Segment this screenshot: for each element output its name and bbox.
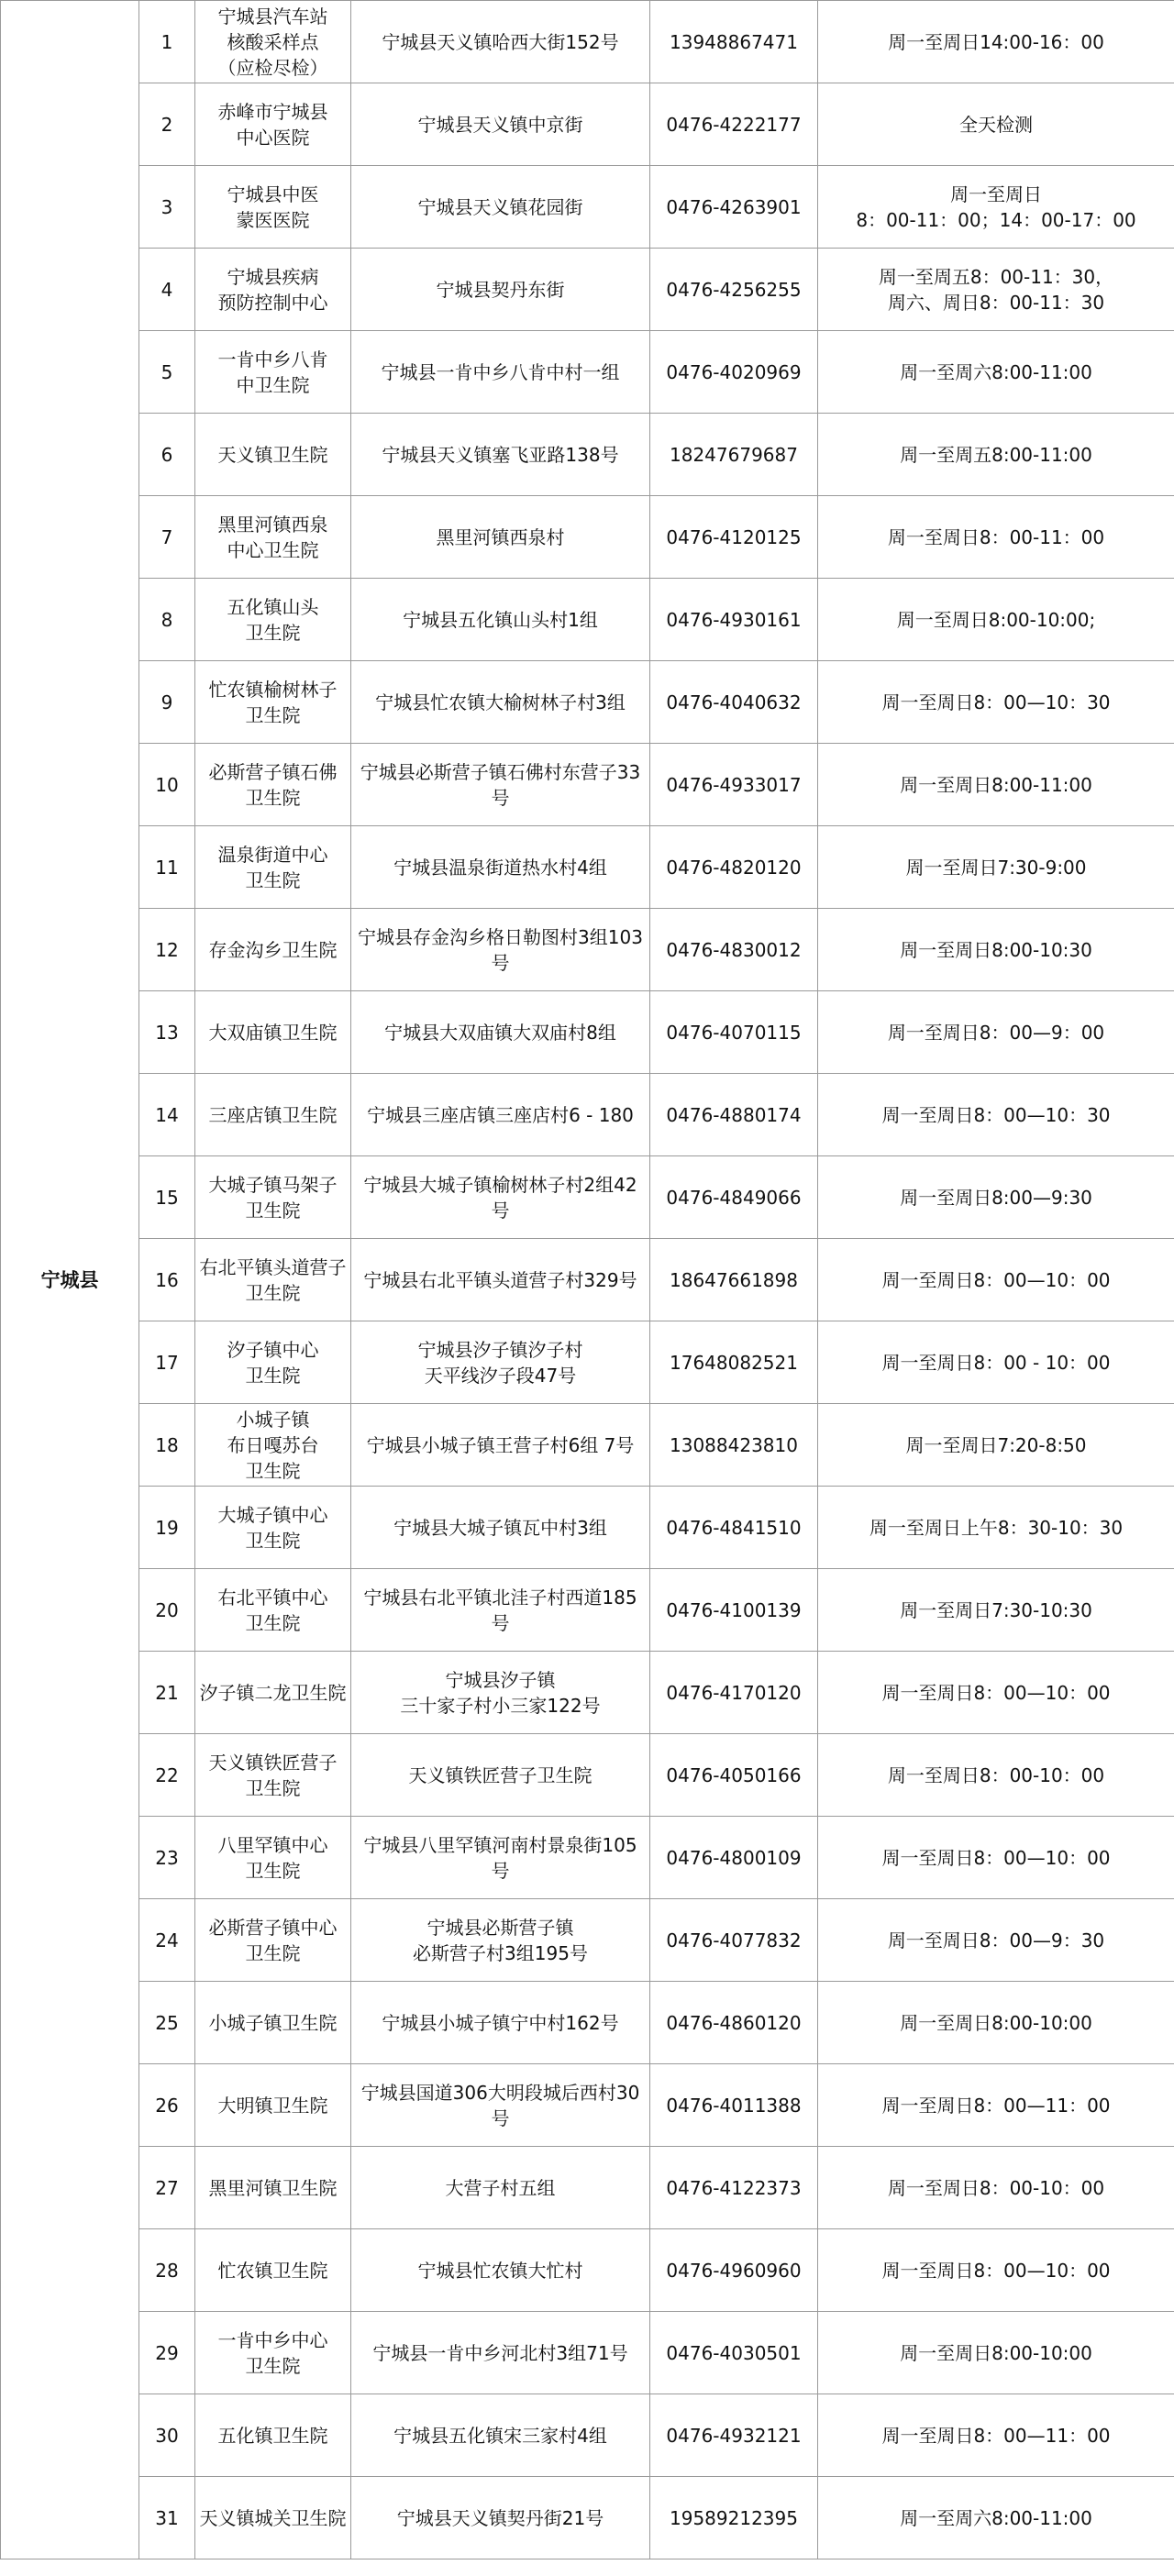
site-name-cell: 大双庙镇卫生院 [195, 991, 351, 1074]
table-row [1, 1156, 1174, 1239]
site-name-cell: 五化镇卫生院 [195, 2394, 351, 2477]
phone-cell: 0476-4122373 [650, 2147, 818, 2229]
row-number-cell: 18 [139, 1404, 195, 1487]
table-row [1, 579, 1174, 661]
row-number-cell: 13 [139, 991, 195, 1074]
row-number-cell: 24 [139, 1899, 195, 1982]
table-row [1, 2064, 1174, 2147]
hours-cell: 周一至周日8：00-11：00 [818, 496, 1174, 579]
address-cell: 宁城县必斯营子镇石佛村东营子33号 [351, 744, 650, 826]
hours-cell: 周一至周五8：00-11：30， 周六、周日8：00-11：30 [818, 249, 1174, 331]
phone-cell: 18647661898 [650, 1239, 818, 1321]
site-name-cell: 存金沟乡卫生院 [195, 909, 351, 991]
table-row [1, 661, 1174, 744]
site-name-cell: 必斯营子镇中心 卫生院 [195, 1899, 351, 1982]
hours-cell: 周一至周日8:00-10:00; [818, 579, 1174, 661]
table-row [1, 2147, 1174, 2229]
phone-cell: 0476-4077832 [650, 1899, 818, 1982]
phone-cell: 0476-4020969 [650, 331, 818, 414]
row-number-cell: 1 [139, 1, 195, 83]
hours-cell: 周一至周日上午8：30-10：30 [818, 1487, 1174, 1569]
table-row [1, 991, 1174, 1074]
hours-cell: 周一至周日8：00—10：00 [818, 1652, 1174, 1734]
hours-cell: 周一至周日8:00-10:00 [818, 2312, 1174, 2394]
phone-cell: 0476-4820120 [650, 826, 818, 909]
row-number-cell: 21 [139, 1652, 195, 1734]
site-name-cell: 小城子镇卫生院 [195, 1982, 351, 2064]
site-name-cell: 五化镇山头 卫生院 [195, 579, 351, 661]
site-name-cell: 宁城县汽车站 核酸采样点 （应检尽检） [195, 1, 351, 83]
address-cell: 宁城县天义镇塞飞亚路138号 [351, 414, 650, 496]
row-number-cell: 31 [139, 2477, 195, 2559]
phone-cell: 13948867471 [650, 1, 818, 83]
site-name-cell: 宁城县疾病 预防控制中心 [195, 249, 351, 331]
phone-cell: 18247679687 [650, 414, 818, 496]
site-name-cell: 天义镇卫生院 [195, 414, 351, 496]
hours-cell: 周一至周五8:00-11:00 [818, 414, 1174, 496]
table-row [1, 1239, 1174, 1321]
hours-cell: 周一至周日8：00—10：30 [818, 1074, 1174, 1156]
hours-cell: 周一至周日7:20-8:50 [818, 1404, 1174, 1487]
phone-cell: 0476-4932121 [650, 2394, 818, 2477]
site-name-cell: 右北平镇头道营子 卫生院 [195, 1239, 351, 1321]
address-cell: 宁城县天义镇哈西大街152号 [351, 1, 650, 83]
address-cell: 宁城县存金沟乡格日勒图村3组103号 [351, 909, 650, 991]
hours-cell: 周一至周日8：00—10：00 [818, 1817, 1174, 1899]
table-body [1, 1, 1174, 2559]
address-cell: 宁城县忙农镇大忙村 [351, 2229, 650, 2312]
table-row [1, 2229, 1174, 2312]
phone-cell: 0476-4830012 [650, 909, 818, 991]
phone-cell: 0476-4256255 [650, 249, 818, 331]
site-name-cell: 温泉街道中心 卫生院 [195, 826, 351, 909]
address-cell: 宁城县大双庙镇大双庙村8组 [351, 991, 650, 1074]
table-row [1, 1487, 1174, 1569]
phone-cell: 0476-4100139 [650, 1569, 818, 1652]
address-cell: 宁城县五化镇山头村1组 [351, 579, 650, 661]
hours-cell: 周一至周日8：00—9：00 [818, 991, 1174, 1074]
address-cell: 宁城县国道306大明段城后西村30号 [351, 2064, 650, 2147]
hours-cell: 周一至周日8：00—9：30 [818, 1899, 1174, 1982]
phone-cell: 0476-4841510 [650, 1487, 818, 1569]
row-number-cell: 8 [139, 579, 195, 661]
table-row [1, 249, 1174, 331]
row-number-cell: 25 [139, 1982, 195, 2064]
address-cell: 宁城县忙农镇大榆树林子村3组 [351, 661, 650, 744]
table-row [1, 331, 1174, 414]
site-name-cell: 一肯中乡八肯 中卫生院 [195, 331, 351, 414]
address-cell: 宁城县汐子镇 三十家子村小三家122号 [351, 1652, 650, 1734]
row-number-cell: 19 [139, 1487, 195, 1569]
hours-cell: 周一至周日8:00—9:30 [818, 1156, 1174, 1239]
address-cell: 宁城县右北平镇头道营子村329号 [351, 1239, 650, 1321]
hours-cell: 周一至周日8：00-10：00 [818, 1734, 1174, 1817]
address-cell: 宁城县汐子镇汐子村 天平线汐子段47号 [351, 1321, 650, 1404]
address-cell: 宁城县大城子镇瓦中村3组 [351, 1487, 650, 1569]
hours-cell: 周一至周日8：00—10：00 [818, 2229, 1174, 2312]
row-number-cell: 27 [139, 2147, 195, 2229]
hours-cell: 周一至周日7:30-10:30 [818, 1569, 1174, 1652]
site-name-cell: 宁城县中医 蒙医医院 [195, 166, 351, 249]
table-row [1, 1569, 1174, 1652]
table-row [1, 1652, 1174, 1734]
hours-cell: 周一至周六8:00-11:00 [818, 331, 1174, 414]
site-name-cell: 忙农镇卫生院 [195, 2229, 351, 2312]
hours-cell: 周一至周日8：00—11：00 [818, 2064, 1174, 2147]
table-row [1, 909, 1174, 991]
row-number-cell: 10 [139, 744, 195, 826]
address-cell: 宁城县契丹东街 [351, 249, 650, 331]
table-row [1, 496, 1174, 579]
row-number-cell: 20 [139, 1569, 195, 1652]
phone-cell: 0476-4222177 [650, 83, 818, 166]
address-cell: 宁城县小城子镇王营子村6组 7号 [351, 1404, 650, 1487]
row-number-cell: 16 [139, 1239, 195, 1321]
phone-cell: 0476-4849066 [650, 1156, 818, 1239]
phone-cell: 0476-4960960 [650, 2229, 818, 2312]
site-name-cell: 一肯中乡中心 卫生院 [195, 2312, 351, 2394]
row-number-cell: 26 [139, 2064, 195, 2147]
table-row [1, 1, 1174, 83]
address-cell: 大营子村五组 [351, 2147, 650, 2229]
hours-cell: 周一至周日8:00-10:00 [818, 1982, 1174, 2064]
row-number-cell: 15 [139, 1156, 195, 1239]
hours-cell: 周一至周六8:00-11:00 [818, 2477, 1174, 2559]
phone-cell: 0476-4120125 [650, 496, 818, 579]
site-name-cell: 忙农镇榆树林子 卫生院 [195, 661, 351, 744]
site-name-cell: 汐子镇中心 卫生院 [195, 1321, 351, 1404]
table-row [1, 1817, 1174, 1899]
phone-cell: 0476-4050166 [650, 1734, 818, 1817]
site-name-cell: 大明镇卫生院 [195, 2064, 351, 2147]
row-number-cell: 2 [139, 83, 195, 166]
address-cell: 宁城县必斯营子镇 必斯营子村3组195号 [351, 1899, 650, 1982]
address-cell: 宁城县天义镇契丹街21号 [351, 2477, 650, 2559]
table-row [1, 166, 1174, 249]
address-cell: 黑里河镇西泉村 [351, 496, 650, 579]
table-row [1, 1982, 1174, 2064]
phone-cell: 0476-4860120 [650, 1982, 818, 2064]
hours-cell: 周一至周日8：00—10：30 [818, 661, 1174, 744]
address-cell: 宁城县一肯中乡八肯中村一组 [351, 331, 650, 414]
site-name-cell: 大城子镇中心 卫生院 [195, 1487, 351, 1569]
row-number-cell: 12 [139, 909, 195, 991]
table-row [1, 1404, 1174, 1487]
hours-cell: 周一至周日7:30-9:00 [818, 826, 1174, 909]
row-number-cell: 23 [139, 1817, 195, 1899]
row-number-cell: 3 [139, 166, 195, 249]
hours-cell: 周一至周日14:00-16：00 [818, 1, 1174, 83]
phone-cell: 13088423810 [650, 1404, 818, 1487]
phone-cell: 17648082521 [650, 1321, 818, 1404]
address-cell: 宁城县五化镇宋三家村4组 [351, 2394, 650, 2477]
address-cell: 宁城县三座店镇三座店村6 - 180 [351, 1074, 650, 1156]
row-number-cell: 22 [139, 1734, 195, 1817]
site-name-cell: 赤峰市宁城县 中心医院 [195, 83, 351, 166]
table-row [1, 1074, 1174, 1156]
row-number-cell: 5 [139, 331, 195, 414]
site-name-cell: 右北平镇中心 卫生院 [195, 1569, 351, 1652]
hours-cell: 周一至周日8：00-10：00 [818, 2147, 1174, 2229]
hours-cell: 周一至周日8:00-10:30 [818, 909, 1174, 991]
address-cell: 宁城县天义镇中京街 [351, 83, 650, 166]
address-cell: 宁城县右北平镇北洼子村西道185号 [351, 1569, 650, 1652]
table-row [1, 1321, 1174, 1404]
site-name-cell: 必斯营子镇石佛 卫生院 [195, 744, 351, 826]
phone-cell: 0476-4800109 [650, 1817, 818, 1899]
site-name-cell: 三座店镇卫生院 [195, 1074, 351, 1156]
table-row [1, 2477, 1174, 2559]
site-name-cell: 天义镇城关卫生院 [195, 2477, 351, 2559]
phone-cell: 0476-4930161 [650, 579, 818, 661]
phone-cell: 0476-4040632 [650, 661, 818, 744]
site-name-cell: 大城子镇马架子 卫生院 [195, 1156, 351, 1239]
table-row [1, 414, 1174, 496]
hours-cell: 周一至周日8：00—10：00 [818, 1239, 1174, 1321]
row-number-cell: 30 [139, 2394, 195, 2477]
address-cell: 宁城县小城子镇宁中村162号 [351, 1982, 650, 2064]
address-cell: 宁城县八里罕镇河南村景泉街105号 [351, 1817, 650, 1899]
site-name-cell: 黑里河镇西泉 中心卫生院 [195, 496, 351, 579]
row-number-cell: 7 [139, 496, 195, 579]
address-cell: 天义镇铁匠营子卫生院 [351, 1734, 650, 1817]
phone-cell: 0476-4880174 [650, 1074, 818, 1156]
row-number-cell: 4 [139, 249, 195, 331]
phone-cell: 0476-4933017 [650, 744, 818, 826]
table-row [1, 83, 1174, 166]
phone-cell: 0476-4070115 [650, 991, 818, 1074]
row-number-cell: 14 [139, 1074, 195, 1156]
site-name-cell: 汐子镇二龙卫生院 [195, 1652, 351, 1734]
phone-cell: 19589212395 [650, 2477, 818, 2559]
phone-cell: 0476-4263901 [650, 166, 818, 249]
phone-cell: 0476-4011388 [650, 2064, 818, 2147]
site-name-cell: 八里罕镇中心 卫生院 [195, 1817, 351, 1899]
table-row [1, 826, 1174, 909]
hours-cell: 全天检测 [818, 83, 1174, 166]
address-cell: 宁城县温泉街道热水村4组 [351, 826, 650, 909]
hours-cell: 周一至周日 8：00-11：00；14：00-17：00 [818, 166, 1174, 249]
address-cell: 宁城县一肯中乡河北村3组71号 [351, 2312, 650, 2394]
site-name-cell: 小城子镇 布日嘎苏台 卫生院 [195, 1404, 351, 1487]
hours-cell: 周一至周日8：00 - 10：00 [818, 1321, 1174, 1404]
hours-cell: 周一至周日8：00—11：00 [818, 2394, 1174, 2477]
row-number-cell: 9 [139, 661, 195, 744]
row-number-cell: 6 [139, 414, 195, 496]
address-cell: 宁城县天义镇花园街 [351, 166, 650, 249]
county-cell: 宁城县 [1, 1, 139, 2559]
address-cell: 宁城县大城子镇榆树林子村2组42号 [351, 1156, 650, 1239]
phone-cell: 0476-4030501 [650, 2312, 818, 2394]
table-row [1, 2394, 1174, 2477]
site-name-cell: 黑里河镇卫生院 [195, 2147, 351, 2229]
table-row [1, 1734, 1174, 1817]
table-row [1, 1899, 1174, 1982]
row-number-cell: 11 [139, 826, 195, 909]
phone-cell: 0476-4170120 [650, 1652, 818, 1734]
table-row [1, 2312, 1174, 2394]
row-number-cell: 28 [139, 2229, 195, 2312]
site-name-cell: 天义镇铁匠营子 卫生院 [195, 1734, 351, 1817]
row-number-cell: 17 [139, 1321, 195, 1404]
table-row [1, 744, 1174, 826]
row-number-cell: 29 [139, 2312, 195, 2394]
hours-cell: 周一至周日8:00-11:00 [818, 744, 1174, 826]
